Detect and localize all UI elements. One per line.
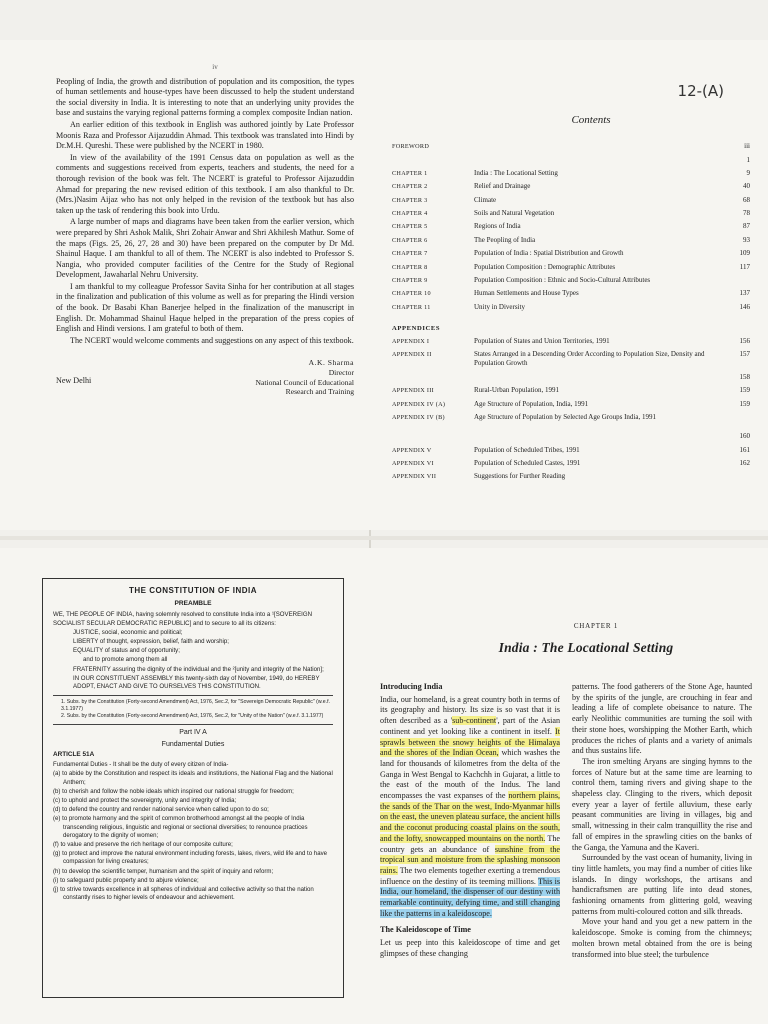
foreword-paragraph: I am thankful to my colleague Professor Savita Sinha for her contribution at all stages in the finalization and publication of this volume as well as for preparing the Hindi version of the book. Dr Basabi Khan Banerjee helped in the finalization of the manuscript in English. Dr. Mohammad Shainul Haque helped in the preparation of the press copies of English and Hindi versions. I am grateful to both of them.	[56, 281, 354, 334]
contents-row-label: APPENDIX III	[392, 387, 434, 395]
contents-row-title	[474, 140, 720, 153]
preamble-heading: PREAMBLE	[174, 600, 212, 608]
contents-row-title: Soils and Natural Vegetation	[474, 209, 555, 218]
duty-item: (g) to protect and improve the natural environment including forests, lakes, rivers, wild life and to have compassion for living creatures;	[53, 850, 328, 866]
contents-row-page: 137	[739, 289, 750, 298]
contents-row	[392, 384, 750, 397]
contents-row-title	[474, 424, 720, 443]
contents-row-label: CHAPTER 10	[392, 290, 431, 298]
contents-row	[392, 153, 750, 166]
duty-item: (a) to abide by the Constitution and respect its ideals and institutions, the National Flag and the National Anthem;	[53, 770, 333, 786]
foreword-text	[56, 77, 354, 347]
section-heading: Introducing India	[380, 682, 443, 691]
intro-paragraph	[380, 695, 560, 920]
contents-row-label: CHAPTER 1	[392, 169, 428, 177]
contents-row-label: APPENDIX V	[392, 446, 432, 454]
contents-row-page: 162	[739, 458, 750, 467]
preamble-line: WE, THE PEOPLE OF INDIA, having solemnly resolved to constitute India into a ¹[SOVEREIGN SOCIALIST SECULAR DEMOCRATIC REPUBLIC] and to secure to all its citizens:	[53, 611, 312, 627]
contents-row-label: CHAPTER 5	[392, 223, 428, 231]
contents-row-label: FOREWORD	[392, 143, 430, 151]
chapter-column-2	[572, 682, 752, 960]
contents-row	[392, 470, 750, 483]
contents-row-title: Climate	[474, 195, 497, 204]
column-2-paragraph-2: The iron smelting Aryans are singing hymns to the forces of Nature but at the same time are learning to control them, taming rivers and giving shape to the shapeless clay. Clinging to the rivers, which deposit every year a layer of fertile alluvium, these early peasant communities are living in villages, big and small, witnessing in their calm tranquillity the rise and fall of empires in the sprawling cities on the banks of the Ganga, the Yamuna and the Kaveri.	[572, 756, 752, 852]
contents-row	[392, 335, 750, 348]
highlighted-text: northern plains, the sands of the Thar on the west, Indo-Myanmar hills on the east, the uneven plateau surface, the ancient hills and the coconut producing coastal plains on the south, and the lofty, snowcapped mountains on the north.	[380, 791, 561, 843]
footnotes	[53, 699, 333, 720]
contents-row-page: 40	[743, 182, 750, 191]
contents-row-title: Human Settlements and House Types	[474, 289, 579, 298]
foreword-paragraph: Peopling of India, the growth and distribution of population and its composition, the types of human settlements and house-types have been discussed to help the student understand the social diversity in India. It is interesting to note that an underlying unity provides the base and sustains the varying regional patterns forming a complex composite Indian nation.	[56, 76, 354, 118]
contents-row-label	[392, 371, 474, 384]
text-segment: India, our homeland, is a great country both in terms of its geography and history. Its size is so vast that it is often described as a '	[380, 694, 560, 726]
contents-row-title: Population of States and Union Territories, 1991	[474, 337, 610, 346]
contents-row-label: CHAPTER 9	[392, 276, 428, 284]
footnote: 2. Subs. by the Constitution (Forty-second Amendment) Act, 1976, Sec.2, for "Unity of the Nation" (w.e.f. 3.1.1977)	[61, 713, 324, 720]
contents-row-title: Age Structure of Population by Selected Age Groups India, 1991	[474, 412, 656, 421]
chapter-title: India : The Locational Setting	[498, 640, 674, 655]
contents-row-label	[392, 424, 474, 443]
foreword-paragraph: In view of the availability of the 1991 Census data on population as well as the comments and suggestions received from experts, teachers and students, the need for a thorough revision of the book was felt. The NCERT is grateful to Professor Aijazuddin Ahmad for preparing the new revised edition of this textbook. I am also thankful to Dr.(Mrs.)Nasim Aijaz who has not only helped in the revision of the textbook but has also taken up the task of rendering this book into Urdu.	[56, 152, 354, 215]
contents-table	[392, 140, 750, 483]
preamble-line: and to promote among them all	[83, 656, 168, 664]
highlighted-text: This is India, our homeland, the dispenser of our destiny with remarkable continuity, defying time, and still changing like the patterns in a kaleidoscope.	[380, 876, 560, 918]
duty-item: (i) to safeguard public property and to abjure violence;	[53, 876, 199, 884]
contents-row-label: CHAPTER 2	[392, 183, 428, 191]
contents-row-page: 159	[739, 399, 750, 408]
part-title: Part IV A	[179, 729, 207, 737]
duty-item: (d) to defend the country and render national service when called upon to do so;	[53, 806, 269, 814]
contents-row-label	[392, 153, 474, 166]
foreword-paragraph: An earlier edition of this textbook in English was authored jointly by Late Professor Moonis Raza and Professor Aijazuddin Ahmad. This textbook was translated into Hindi by Dr.M.H. Qureshi. These were published by the NCERT in 1980.	[56, 119, 354, 151]
constitution-page	[0, 548, 372, 1024]
contents-row-label: APPENDIX VI	[392, 459, 434, 467]
duty-item: (h) to develop the scientific temper, humanism and the spirit of inquiry and reform;	[53, 867, 274, 875]
footnote: 1. Subs. by the Constitution (Forty-second Amendment) Act, 1976, Sec.2, for "Sovereign Democratic Republic" (w.e.f. 3.1.1977)	[61, 699, 330, 712]
preamble-text	[53, 611, 333, 691]
contents-row	[392, 194, 750, 207]
page-gutter-horizontal	[0, 536, 768, 540]
page-number: iv	[212, 63, 218, 71]
contents-row-page: iii	[744, 142, 750, 151]
signature-block	[56, 358, 354, 396]
section-heading-2: The Kaleidoscope of Time	[380, 925, 471, 935]
kaleidoscope-paragraph: Let us peep into this kaleidoscope of time and get glimpses of these changing	[380, 938, 560, 958]
contents-row-label: APPENDIX VII	[392, 473, 437, 481]
contents-row-label: CHAPTER 4	[392, 210, 428, 218]
contents-row-page: 159	[739, 386, 750, 395]
duty-item: (b) to cherish and follow the noble ideals which inspired our national struggle for freedom;	[53, 787, 294, 795]
preamble-line: IN OUR CONSTITUENT ASSEMBLY this twenty-sixth day of November, 1949, do HEREBY ADOPT, ENACT AND GIVE TO OURSELVES THIS CONSTITUTION.	[73, 674, 320, 691]
text-segment: The two elements together exerting a tremendous influence on the destiny of its teeming millions.	[380, 865, 560, 886]
duties-intro: Fundamental Duties - It shall be the duty of every citizen of India-	[53, 761, 229, 769]
column-2-paragraph-4: Move your hand and you get a new pattern in the kaleidoscope. Smoke is coming from the chimneys; molten brown metal obtained from the ore is being transformed into blue steel; the turbulence	[572, 917, 752, 959]
contents-row-page: 109	[739, 249, 750, 258]
contents-row-page: 1	[746, 155, 750, 164]
contents-row-page	[720, 411, 750, 424]
contents-row-label: CHAPTER 3	[392, 196, 428, 204]
contents-row-label: APPENDIX IV (A)	[392, 400, 446, 408]
contents-row-label: CHAPTER 7	[392, 250, 428, 258]
text-segment: The country gets an abundance of	[380, 833, 560, 854]
contents-row-label: APPENDIX II	[392, 351, 432, 359]
contents-row-label: APPENDIX IV (B)	[392, 413, 445, 421]
contents-row	[392, 167, 750, 180]
duty-item: (j) to strive towards excellence in all spheres of individual and collective activity so that the nation constantly rises to higher levels of endeavour and achievement.	[53, 886, 314, 902]
contents-row-label: CHAPTER 6	[392, 236, 428, 244]
contents-row-page: 157	[739, 350, 750, 359]
contents-row	[392, 348, 750, 370]
signature-place: New Delhi	[56, 376, 92, 386]
column-2-paragraph-3: Surrounded by the vast ocean of humanity, living in tiny little hamlets, you may find a number of cities like islands. In dingy workshops, the artisans and handicraftsmen are putting life into dead stones, fashioning ornaments from glittering gold, weaving patterns from multi-coloured cotton and silk threads.	[572, 853, 752, 916]
contents-row	[392, 287, 750, 300]
preamble-line: EQUALITY of status and of opportunity;	[73, 647, 180, 655]
contents-row-title: Population of Scheduled Tribes, 1991	[474, 445, 580, 454]
constitution-box	[42, 578, 344, 998]
contents-row	[392, 220, 750, 233]
contents-row-title: Age Structure of Population, India, 1991	[474, 399, 589, 408]
signature-title: Director	[328, 368, 354, 378]
contents-row-title: States Arranged in a Descending Order According to Population Size, Density and Population Growth	[474, 350, 705, 368]
contents-row-page	[720, 274, 750, 287]
contents-row-page: 9	[746, 168, 750, 177]
signature-name: A.K. Sharma	[308, 358, 354, 368]
contents-row-page: 161	[739, 445, 750, 454]
contents-row-title: Population Composition : Demographic Attributes	[474, 262, 616, 271]
signature-org-2: Research and Training	[285, 387, 354, 397]
preamble-line: FRATERNITY assuring the dignity of the individual and the ²[unity and integrity of the Nation];	[73, 665, 324, 673]
contents-row	[392, 371, 750, 384]
contents-row	[392, 180, 750, 193]
contents-row-label: CHAPTER 11	[392, 303, 431, 311]
appendices-heading: APPENDICES	[392, 324, 441, 332]
duty-item: (e) to promote harmony and the spirit of common brotherhood amongst all the people of India transcending religious, linguistic and regional or sectional diversities; to renounce practices derogatory to the dignity of women;	[53, 815, 308, 839]
contents-row-title: Population of India : Spatial Distribution and Growth	[474, 249, 624, 258]
article-number: ARTICLE 51A	[53, 751, 95, 759]
contents-row	[392, 301, 750, 314]
contents-row-page: 93	[743, 235, 750, 244]
contents-row-title: India : The Locational Setting	[474, 168, 558, 177]
contents-row-page	[720, 470, 750, 483]
preamble-line: LIBERTY of thought, expression, belief, faith and worship;	[73, 638, 229, 646]
contents-row	[392, 247, 750, 260]
highlighted-text: sunshine from the tropical sun and moisture from the splashing monsoon rains.	[380, 844, 560, 875]
contents-row	[392, 207, 750, 220]
contents-row-title: Suggestions for Further Reading	[474, 472, 566, 481]
contents-row-label: CHAPTER 8	[392, 263, 428, 271]
duties-list	[53, 770, 333, 902]
part-subtitle: Fundamental Duties	[161, 741, 225, 749]
contents-row	[392, 424, 750, 443]
chapter-columns	[380, 682, 752, 960]
contents-row-page: 87	[743, 222, 750, 231]
contents-row-title: Regions of India	[474, 222, 521, 231]
contents-row-title	[474, 153, 720, 166]
contents-row	[392, 397, 750, 410]
contents-row	[392, 443, 750, 456]
contents-row-page: 156	[739, 337, 750, 346]
contents-row-title	[474, 371, 720, 384]
chapter-label: CHAPTER 1	[573, 622, 619, 630]
contents-row-page: 158	[739, 372, 750, 381]
contents-row-page: 146	[739, 302, 750, 311]
contents-row-title: The Peopling of India	[474, 235, 536, 244]
column-2-paragraph-1: patterns. The food gatherers of the Stone Age, haunted by the spirits of the jungle, are crouching in fear and leading a life of complete obeisance to nature. The early Neolithic communities are turning the soil with their stone hoes, worshipping the Mother Earth, which produces the riches of plants and a variety of animals and thus sustains life.	[572, 682, 752, 756]
chapter-page	[372, 548, 768, 1024]
contents-row-title: Population Composition : Ethnic and Socio-Cultural Attributes	[474, 275, 651, 284]
contents-row-title: Population of Scheduled Castes, 1991	[474, 458, 581, 467]
foreword-page	[0, 40, 372, 530]
text-segment: which washes the land for thousands of kilometres from the delta of the Ganga in West Bengal to Kachchh in Gujarat, a little to the east of the mouth of the Indus. The land encompasses the vast expanses of the	[380, 748, 560, 801]
contents-title: Contents	[571, 114, 611, 126]
contents-row-page: 68	[743, 195, 750, 204]
contents-row-title: Unity in Diversity	[474, 302, 525, 311]
highlighted-text: sub-continent	[452, 716, 497, 726]
contents-row	[392, 140, 750, 153]
constitution-title: THE CONSTITUTION OF INDIA	[128, 586, 258, 595]
preamble-line: JUSTICE, social, economic and political;	[73, 628, 183, 636]
foreword-paragraph: The NCERT would welcome comments and suggestions on any aspect of this textbook.	[70, 335, 354, 345]
contents-row-page: 78	[743, 209, 750, 218]
contents-row-title: Relief and Drainage	[474, 182, 531, 191]
contents-page	[372, 40, 768, 530]
text-segment: ', part of the Asian continent and yet looking like a continent in itself.	[380, 716, 560, 736]
contents-row-label: APPENDIX I	[392, 338, 430, 346]
highlighted-text: It sprawls between the snowy heights of the Himalaya and the shores of the Indian Ocean,	[380, 726, 560, 758]
duty-item: (c) to uphold and protect the sovereignty, unity and integrity of India;	[53, 797, 237, 805]
contents-row	[392, 411, 750, 424]
contents-row	[392, 457, 750, 470]
contents-row-page: 160	[739, 432, 750, 441]
signature-org-1: National Council of Educational	[255, 377, 354, 387]
contents-row-page: 117	[739, 262, 750, 271]
foreword-paragraph: A large number of maps and diagrams have been taken from the earlier version, which were prepared by Shri Ashok Malik, Shri Zohair Anwar and Shri Akhilesh Mathur. Some of the maps (Figs. 25, 26, 27, 28 and 30) have been prepared on the computer by Dr Md. Shainul Haque. I am thankful to all of them. The NCERT is also indebted to Professor S. Nangia, who provided computer facilities of the Centre for the Study of Regional Development, Jawaharlal Nehru University.	[56, 217, 354, 280]
contents-row-title: Rural-Urban Population, 1991	[474, 386, 559, 395]
chapter-column-1	[380, 682, 560, 960]
contents-row	[392, 234, 750, 247]
handwritten-note: 12-(A)	[677, 82, 724, 100]
contents-row	[392, 260, 750, 273]
duty-item: (f) to value and preserve the rich heritage of our composite culture;	[53, 841, 233, 849]
contents-row	[392, 274, 750, 287]
